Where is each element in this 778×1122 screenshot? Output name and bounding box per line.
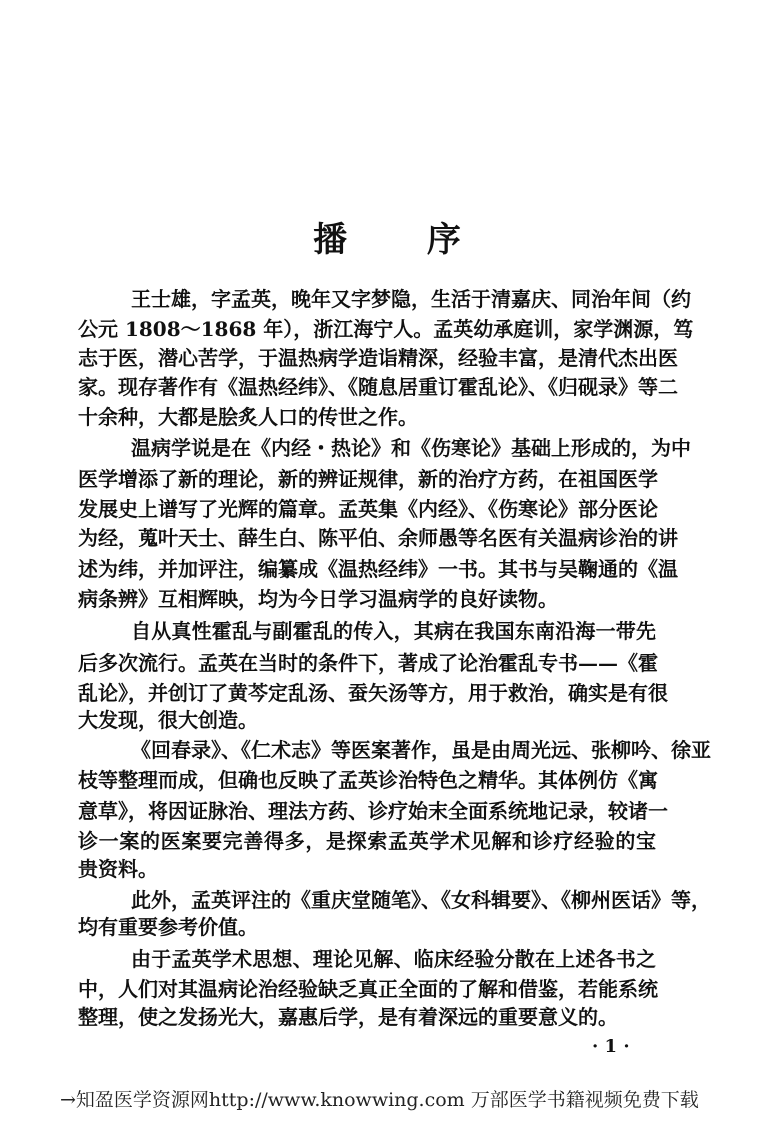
paragraph-line: 诊一案的医案要完善得多，是探索孟英学术见解和诊疗经验的宝	[78, 829, 656, 853]
paragraph-line: 为经，蒐叶天士、薛生白、陈平伯、余师愚等名医有关温病诊治的讲	[78, 526, 678, 550]
paragraph-line: 贵资料。	[78, 857, 158, 881]
paragraph-line: 家。现存著作有《温热经纬》、《随息居重订霍乱论》、《归砚录》等二	[78, 375, 678, 399]
footer-watermark-link[interactable]: →知盈医学资源网http://www.knowwing.com 万部医学书籍视频免费下载	[60, 1089, 699, 1111]
paragraph-line: 后多次流行。孟英在当时的条件下，著成了论治霍乱专书——《霍	[78, 651, 658, 675]
paragraph-line: 由于孟英学术思想、理论见解、临床经验分散在上述各书之	[131, 947, 656, 971]
paragraph-line: 中，人们对其温病论治经验缺乏真正全面的了解和借鉴，若能系统	[78, 977, 658, 1001]
paragraph-line: 乱论》，并创订了黄芩定乱汤、蚕矢汤等方，用于救治，确实是有很	[78, 681, 668, 705]
paragraph-line: 公元 1808～1868 年），浙江海宁人。孟英幼承庭训，家学渊源，笃	[78, 317, 694, 341]
paragraph-line: 述为纬，并加评注，编纂成《温热经纬》一书。其书与吴鞠通的《温	[78, 557, 678, 581]
paragraph-line: 发展史上谱写了光辉的篇章。孟英集《内经》、《伤寒论》部分医论	[78, 497, 658, 521]
paragraph-line: 自从真性霍乱与副霍乱的传入，其病在我国东南沿海一带先	[131, 619, 656, 643]
paragraph-line: 意草》，将因证脉治、理法方药、诊疗始末全面系统地记录，较诸一	[78, 799, 668, 823]
paragraph-line: 《回春录》、《仁术志》等医案著作，虽是由周光远、张柳吟、徐亚	[131, 738, 711, 762]
page-number: · 1 ·	[592, 1036, 630, 1057]
paragraph-line: 王士雄，字孟英，晚年又字梦隐，生活于清嘉庆、同治年间（约	[131, 287, 691, 311]
paragraph-line: 大发现，很大创造。	[78, 708, 258, 732]
paragraph-line: 十余种，大都是脍炙人口的传世之作。	[78, 405, 418, 429]
paragraph-line: 枝等整理而成，但确也反映了孟英诊治特色之精华。其体例仿《寓	[78, 768, 658, 792]
page-title: 播 序	[313, 220, 495, 260]
paragraph-line: 整理，使之发扬光大，嘉惠后学，是有着深远的重要意义的。	[78, 1005, 618, 1029]
paragraph-line: 医学增添了新的理论，新的辨证规律，新的治疗方药，在祖国医学	[78, 467, 658, 491]
paragraph-line: 温病学说是在《内经・热论》和《伤寒论》基础上形成的，为中	[131, 436, 691, 460]
paragraph-line: 均有重要参考价值。	[78, 915, 258, 939]
paragraph-line: 志于医，潜心苦学，于温热病学造诣精深，经验丰富，是清代杰出医	[78, 346, 678, 370]
paragraph-line: 此外，孟英评注的《重庆堂随笔》、《女科辑要》、《柳州医话》等，	[131, 888, 711, 912]
paragraph-line: 病条辨》互相辉映，均为今日学习温病学的良好读物。	[78, 587, 558, 611]
